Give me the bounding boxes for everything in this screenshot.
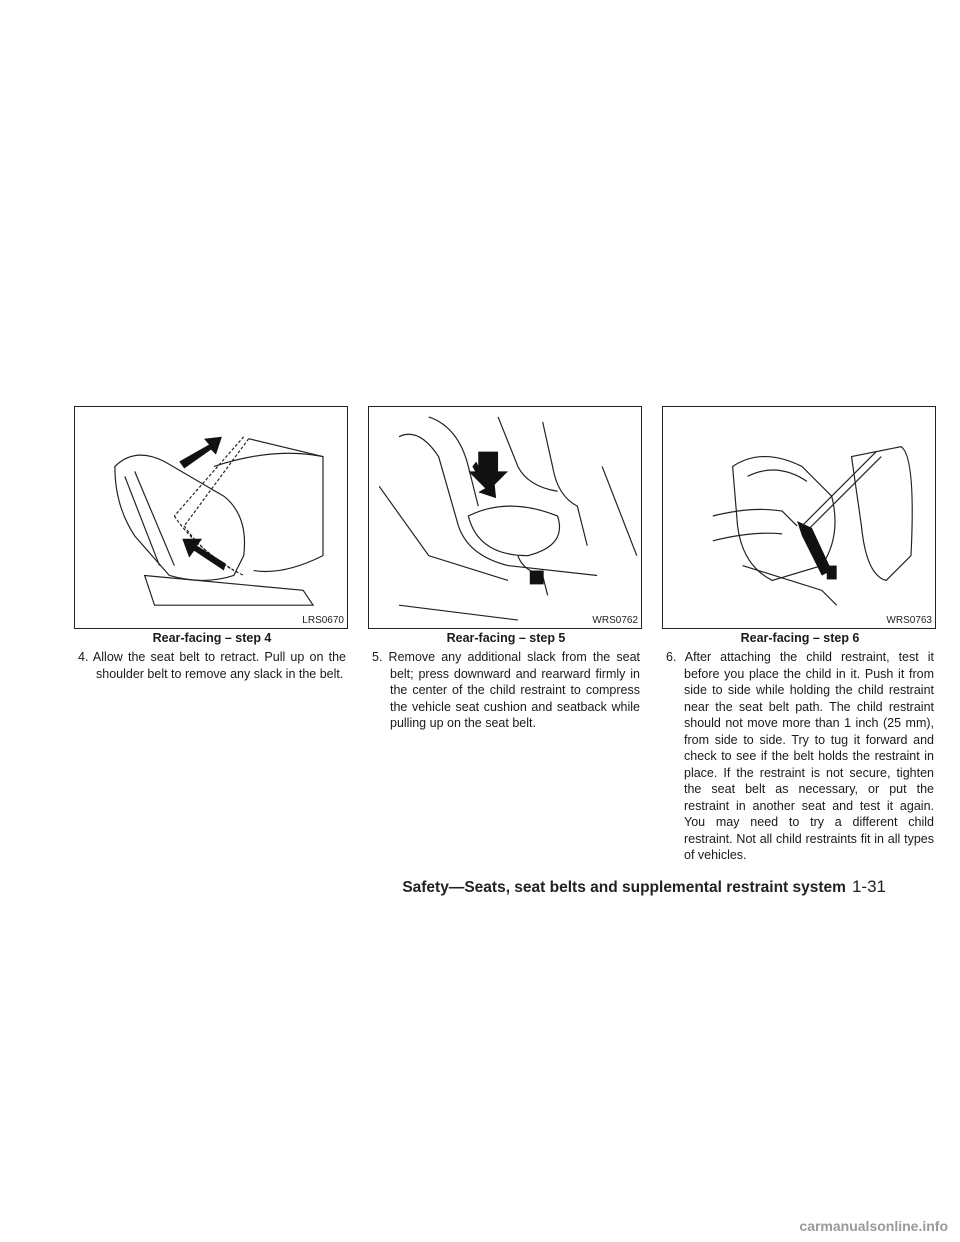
figure-code: LRS0670 — [302, 615, 344, 626]
figure-caption: Rear-facing – step 6 — [740, 631, 860, 645]
figure-caption: Rear-facing – step 5 — [446, 631, 566, 645]
figure-code: WRS0763 — [886, 615, 932, 626]
step-text: 4. Allow the seat belt to retract. Pull up on the shoulder belt to remove any slack in the belt. — [78, 650, 346, 681]
watermark: carmanualsonline.info — [799, 1218, 948, 1234]
page-number: 1-31 — [851, 877, 886, 896]
figure-caption: Rear-facing – step 4 — [152, 631, 272, 645]
child-seat-illustration-step-5 — [369, 407, 641, 628]
figure-step-6 — [662, 406, 936, 629]
figure-step-4 — [74, 406, 348, 629]
page-footer — [0, 877, 960, 901]
section-name: Safety—Seats, seat belts and supplemental restraint system — [402, 879, 846, 896]
child-seat-illustration-step-4 — [75, 407, 347, 628]
figure-code: WRS0762 — [592, 615, 638, 626]
step-text: 5. Remove any additional slack from the seat belt; press downward and rearward firmly in the center of the child restraint to compress the vehicle seat cushion and seatback while pulling up on the seat belt. — [372, 650, 640, 730]
step-6-column — [662, 406, 938, 864]
step-5-column — [368, 406, 644, 732]
section-title — [402, 877, 886, 897]
child-seat-illustration-step-6 — [663, 407, 935, 628]
step-4-column — [74, 406, 350, 682]
step-text: 6. After attaching the child restraint, test it before you place the child in it. Push it from side to side while holding the child restraint near the seat belt path. The child restraint should not move more than 1 inch (25 mm), from side to side. Try to tug it forward and check to see if the belt holds the restraint in place. If the restraint is not secure, tighten the seat belt as necessary, or put the restraint in another seat and test it again. You may need to try a different child restraint. Not all child restraints fit in all types of vehicles. — [666, 650, 934, 862]
figure-step-5 — [368, 406, 642, 629]
